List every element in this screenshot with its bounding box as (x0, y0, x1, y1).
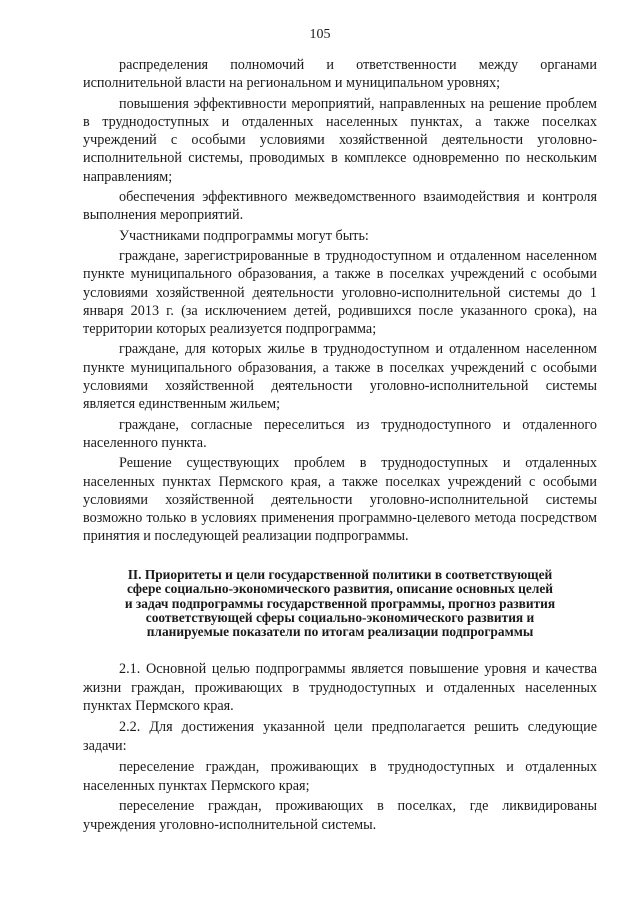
paragraph-participants-registered: граждане, зарегистрированные в труднодоступном и отдаленном населенном пункте муниципального образования, а также в поселках учреждений с особыми условиями хозяйственной деятельности уголовно-исполнительной системы до 1 января 2013 г. (за исключением детей, родившихся после указанного срока), на территории которых реализуется подпрограмма; (83, 247, 597, 338)
section-heading-line: соответствующей сферы социально-экономического развития и (145, 609, 535, 625)
paragraph-task-resettlement: переселение граждан, проживающих в труднодоступных и отдаленных населенных пунктах Пермского края; (83, 758, 597, 794)
section-heading-line: и задач подпрограммы государственной программы, прогноз развития (124, 595, 556, 611)
paragraph-participants-sole-housing: граждане, для которых жилье в труднодоступном и отдаленном населенном пункте муниципального образования, а также в поселках учреждений с особыми условиями хозяйственной деятельности уголовно-исполнительной системы является единственным жильем; (83, 341, 597, 413)
paragraph-solution: Решение существующих проблем в труднодоступных и отдаленных населенных пунктах Пермского края, а также поселках учреждений с особыми условиями хозяйственной деятельности уголовно-исполнительной системы возможно только в условиях применения программно-целевого метода посредством принятия и последующей реализации подпрограммы. (83, 455, 597, 545)
paragraph-participants-intro: Участниками подпрограммы могут быть: (119, 227, 369, 244)
paragraph-task-liquidated: переселение граждан, проживающих в поселках, где ликвидированы учреждения уголовно-исполнительной системы. (83, 798, 597, 834)
paragraph-tasks-intro: 2.2. Для достижения указанной цели предполагается решить следующие задачи: (83, 719, 597, 754)
paragraph-goal: 2.1. Основной целью подпрограммы является повышение уровня и качества жизни граждан, проживающих в труднодоступных и отдаленных населенных пунктах Пермского края. (83, 660, 597, 715)
paragraph-cooperation: обеспечения эффективного межведомственного взаимодействия и контроля выполнения мероприятий. (83, 189, 597, 224)
document-body (83, 56, 597, 835)
page-number: 105 (309, 27, 331, 42)
paragraph-efficiency: повышения эффективности мероприятий, направленных на решение проблем в труднодоступных и отдаленных населенных пунктах, а также поселках учреждений с особыми условиями хозяйственной деятельности уголовно-исполнительной системы, проводимых в комплексе одновременно по нескольким направлениям; (83, 95, 597, 185)
paragraph-distribution: распределения полномочий и ответственности между органами исполнительной власти на региональном и муниципальном уровнях; (83, 57, 597, 92)
section-heading-line: сфере социально-экономического развития, описание основных целей (126, 581, 554, 597)
section-heading-line: планируемые показатели по итогам реализации подпрограммы (146, 624, 534, 640)
section-heading (83, 568, 597, 640)
paragraph-participants-consenting: граждане, согласные переселиться из труднодоступного и отдаленного населенного пункта. (83, 416, 597, 451)
section-2-body (83, 660, 597, 835)
section-heading-line: II. Приоритеты и цели государственной политики в соответствующей (127, 566, 553, 582)
